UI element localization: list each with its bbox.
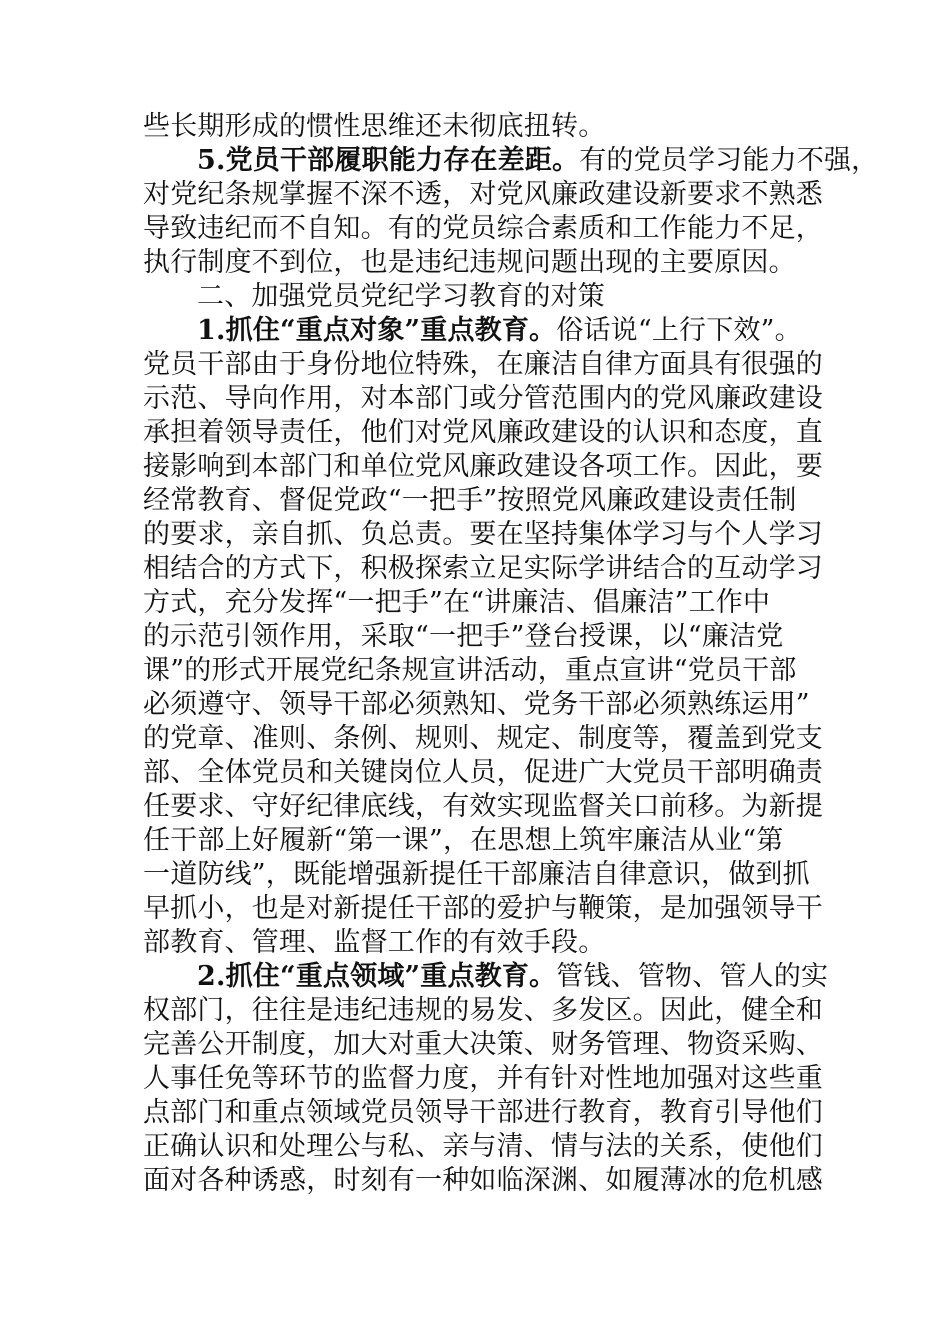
body-text-segment: 相结合的方式下，积极探索立足实际学讲结合的互动学习 [143,553,823,584]
text-line [143,110,813,144]
bold-heading-text: 1.抓住“重点对象”重点教育。 [197,315,557,346]
bold-heading-text: 5.党员干部履职能力存在差距。 [197,145,580,176]
body-text-segment: 的党章、准则、条例、规则、规定、制度等，覆盖到党支 [143,723,823,754]
text-line [143,620,813,654]
text-line [143,484,813,518]
body-text-segment: 执行制度不到位，也是违纪违规问题出现的主要原因。 [143,247,796,278]
text-line [143,518,823,552]
text-line [143,960,829,994]
body-text-segment: 正确认识和处理公与私、亲与清、情与法的关系，使他们 [143,1131,823,1162]
body-text-segment: 接影响到本部门和单位党风廉政建设各项工作。因此，要 [143,451,823,482]
body-text-segment: 有的党员学习能力不强， [579,145,879,176]
text-line [143,1062,823,1096]
bold-heading-text: 2.抓住“重点领域”重点教育。 [197,961,557,992]
body-text-segment: 管钱、管物、管人的实 [556,961,829,992]
body-text-segment: 的要求，亲自抓、负总责。要在坚持集体学习与个人学习 [143,519,823,550]
text-line [143,212,823,246]
body-text-segment: 权部门，往往是违纪违规的易发、多发区。因此，健全和 [143,995,823,1026]
text-line [143,824,813,858]
body-text-segment: 任干部上好履新“第一课”，在思想上筑牢廉洁从业“第 [143,825,784,856]
text-line [143,858,813,892]
text-line [143,246,813,280]
body-text-segment: 课”的形式开展党纪条规宣讲活动，重点宣讲“党员干部 [143,655,797,686]
text-line [143,926,813,960]
body-text-segment: 俗话说“上行下效”。 [556,315,802,346]
text-line [143,1164,823,1198]
body-text-segment: 的示范引领作用，采取“一把手”登台授课，以“廉洁党 [143,621,784,652]
body-text-segment: 承担着领导责任，他们对党风廉政建设的认识和态度，直 [143,417,823,448]
body-text-segment: 人事任免等环节的监督力度，并有针对性地加强对这些重 [143,1063,823,1094]
body-text-segment: 部教育、管理、监督工作的有效手段。 [143,927,606,958]
body-text-segment: 经常教育、督促党政“一把手”按照党风廉政建设责任制 [143,485,797,516]
body-text-segment: 导致违纪而不自知。有的党员综合素质和工作能力不足， [143,213,823,244]
text-line [143,1096,823,1130]
body-text [143,110,879,1198]
text-line [143,790,823,824]
body-text-segment: 部、全体党员和关键岗位人员，促进广大党员干部明确责 [143,757,823,788]
body-text-segment: 党员干部由于身份地位特殊，在廉洁自律方面具有很强的 [143,349,823,380]
body-text-segment: 二、加强党员党纪学习教育的对策 [197,281,605,312]
body-text-segment: 早抓小，也是对新提任干部的爱护与鞭策，是加强领导干 [143,893,823,924]
text-line [143,756,823,790]
body-text-segment: 些长期形成的惯性思维还未彻底扭转。 [143,111,606,142]
text-line [143,688,813,722]
text-line [143,1028,823,1062]
text-line [143,450,823,484]
text-line [143,314,813,348]
text-line [143,994,823,1028]
text-line [143,654,813,688]
text-line [143,348,823,382]
text-line [143,178,823,212]
body-text-segment: 面对各种诱惑，时刻有一种如临深渊、如履薄冰的危机感 [143,1165,823,1196]
body-text-segment: 一道防线”，既能增强新提任干部廉洁自律意识，做到抓 [143,859,810,890]
body-text-segment: 对党纪条规掌握不深不透，对党风廉政建设新要求不熟悉 [143,179,823,210]
body-text-segment: 完善公开制度，加大对重大决策、财务管理、物资采购、 [143,1029,823,1060]
text-line [143,722,823,756]
text-line [143,280,813,314]
text-line [143,144,879,178]
text-line [143,382,823,416]
body-text-segment: 示范、导向作用，对本部门或分管范围内的党风廉政建设 [143,383,823,414]
text-line [143,416,823,450]
body-text-segment: 任要求、守好纪律底线，有效实现监督关口前移。为新提 [143,791,823,822]
body-text-segment: 方式，充分发挥“一把手”在“讲廉洁、倡廉洁”工作中 [143,587,771,618]
body-text-segment: 点部门和重点领域党员领导干部进行教育，教育引导他们 [143,1097,823,1128]
text-line [143,892,823,926]
text-line [143,552,823,586]
text-line [143,1130,823,1164]
body-text-segment: 必须遵守、领导干部必须熟知、党务干部必须熟练运用” [143,689,810,720]
text-line [143,586,813,620]
